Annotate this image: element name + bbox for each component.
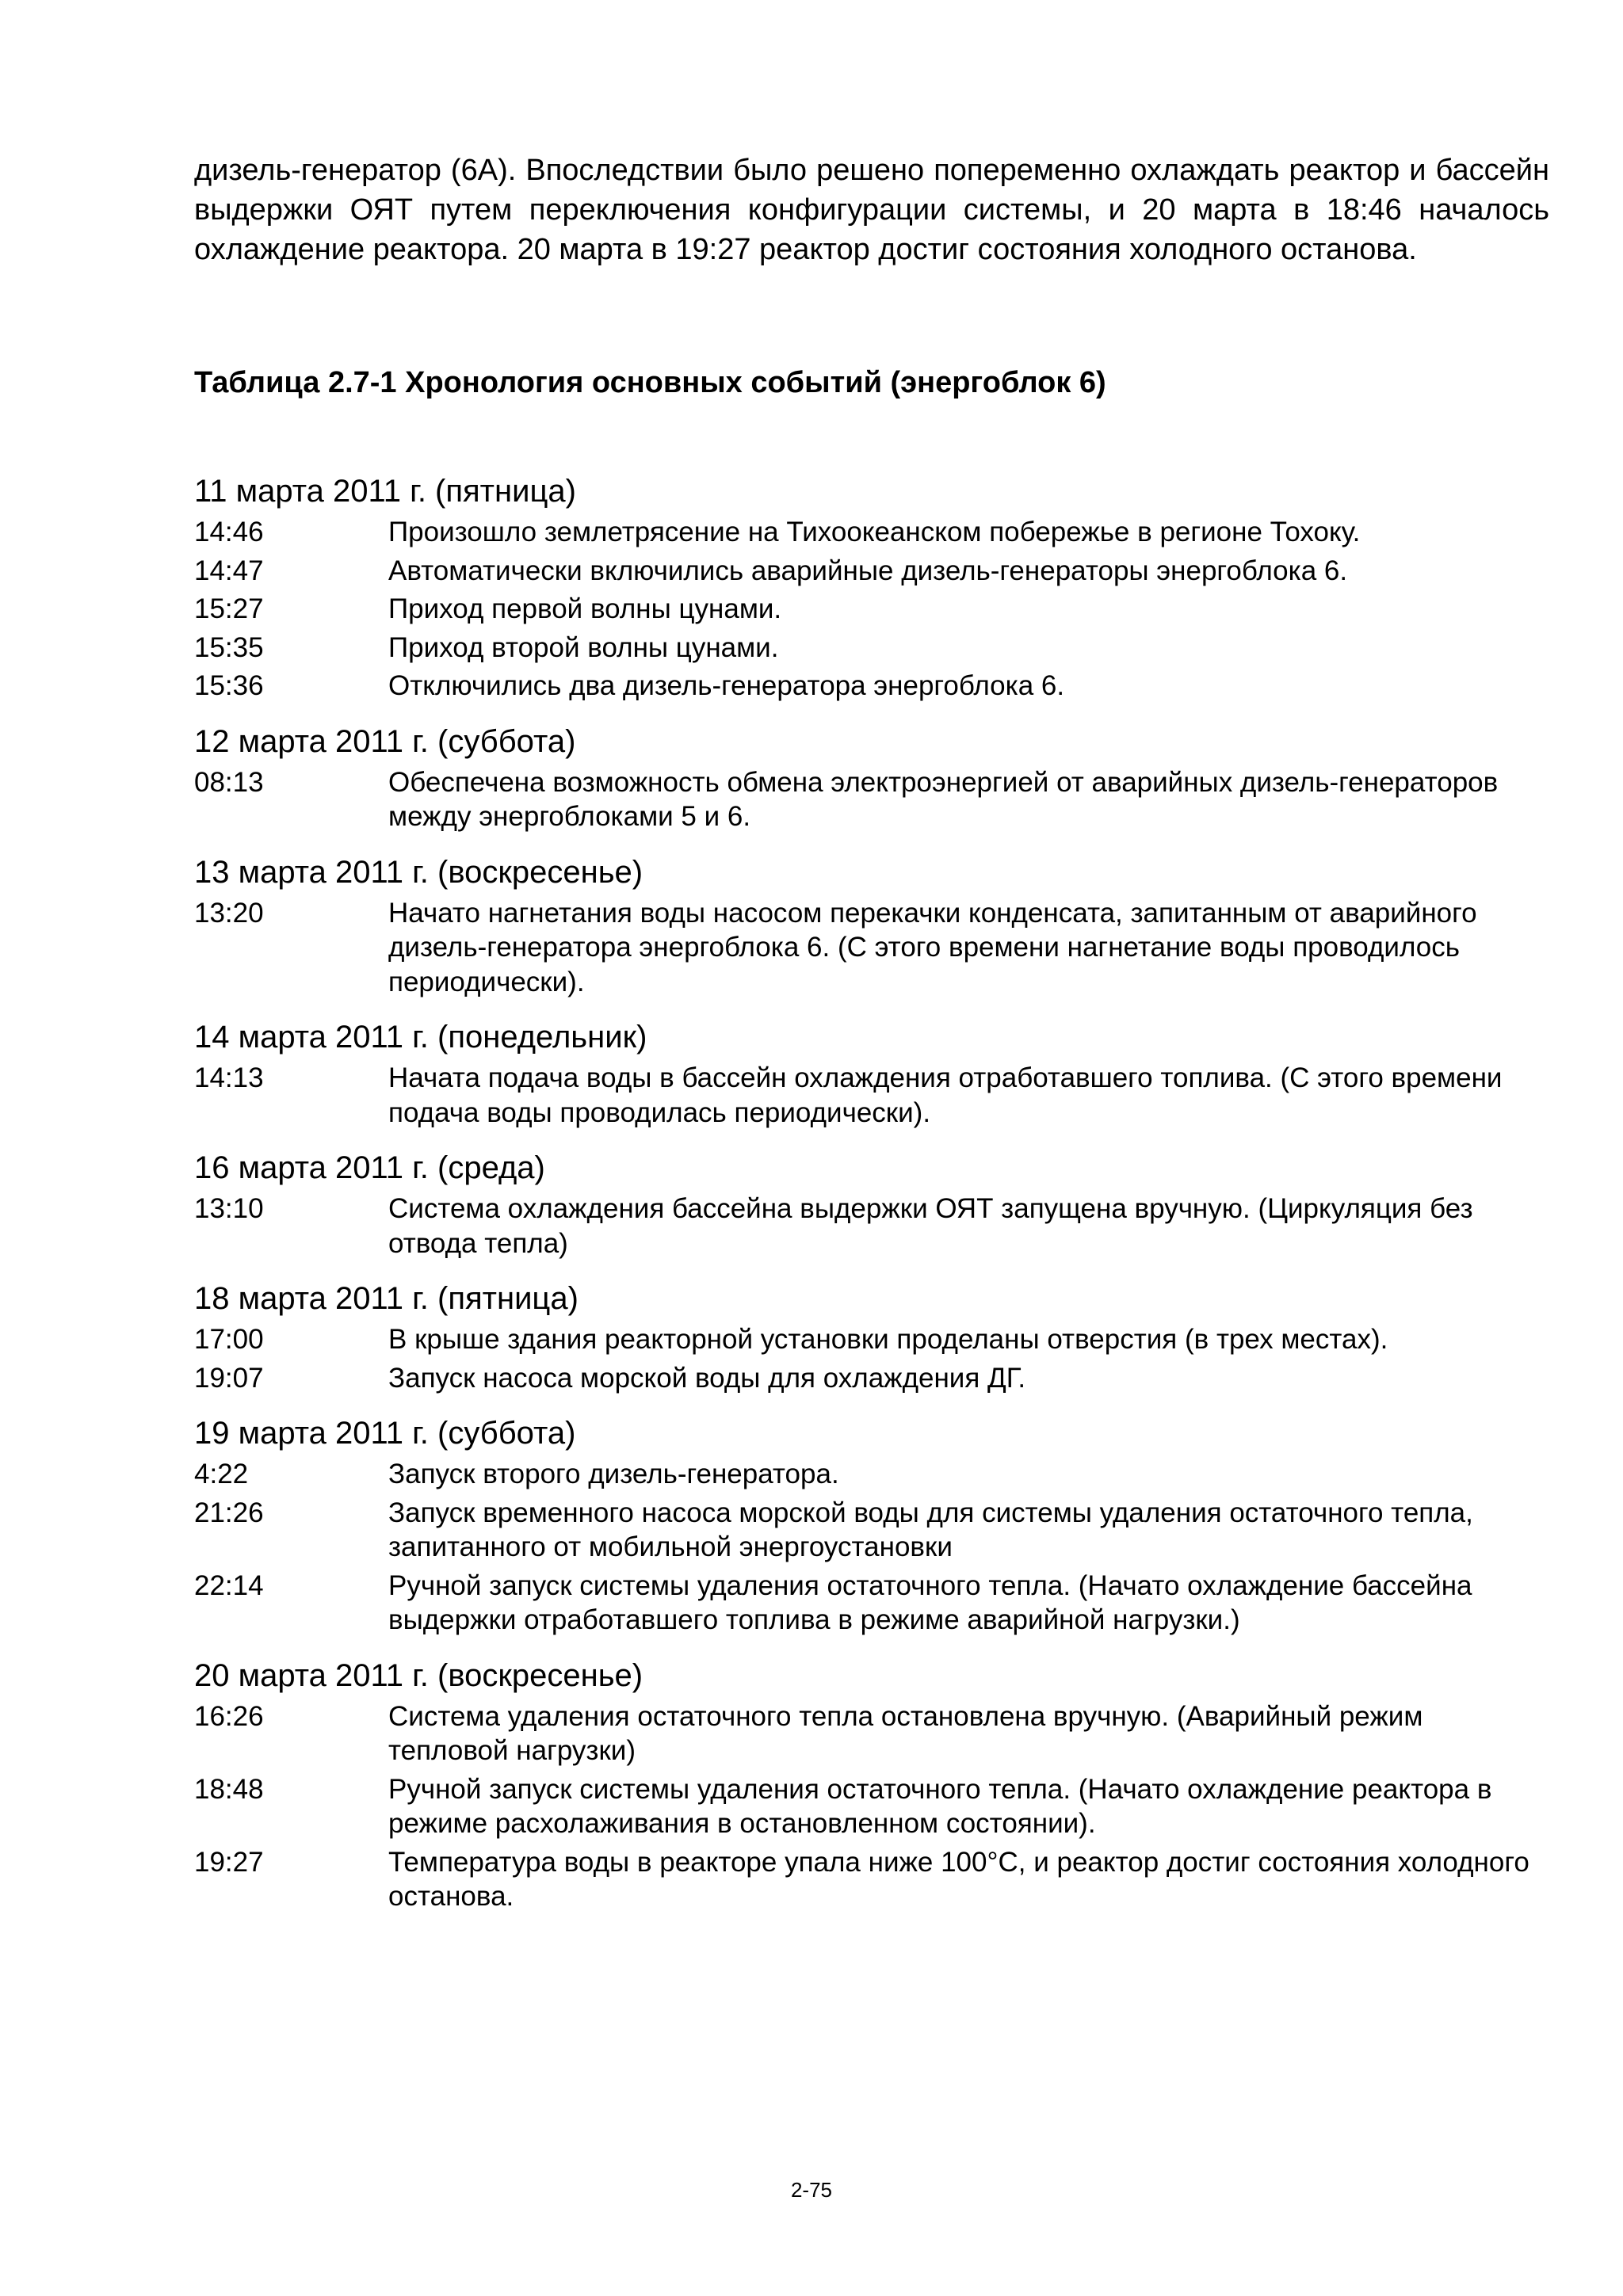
day-section — [194, 471, 1549, 704]
event-description: Ручной запуск системы удаления остаточного тепла. (Начато охлаждение реактора в режиме расхолаживания в остановленном состоянии). — [388, 1773, 1492, 1839]
chronology-table — [194, 471, 1549, 1914]
document-page — [194, 151, 1549, 1932]
page-number: 2-75 — [790, 2178, 833, 2202]
intro-paragraph: дизель-генератор (6А). Впоследствии было решено попеременно охлаждать реактор и бассейн выдержки ОЯТ путем переключения конфигурации системы, и 20 марта в 18:46 началось охлаждение реактора. 20 марта в 19:27 реактор достиг состояния холодного останова. — [194, 154, 1549, 266]
day-heading: 11 марта 2011 г. (пятница) — [194, 474, 576, 509]
event-row — [194, 1569, 1549, 1638]
event-description: Температура воды в реакторе упала ниже 100°С, и реактор достиг состояния холодного останова. — [388, 1846, 1529, 1912]
day-section — [194, 1413, 1549, 1638]
event-time: 15:36 — [194, 670, 264, 701]
event-description: Начата подача воды в бассейн охлаждения отработавшего топлива. (С этого времени подача воды проводилась периодически). — [388, 1062, 1503, 1128]
event-row — [194, 1457, 1549, 1492]
day-heading: 20 марта 2011 г. (воскресенье) — [194, 1657, 643, 1693]
event-description: Ручной запуск системы удаления остаточного тепла. (Начато охлаждение бассейна выдержки отработавшего топлива в режиме аварийной нагрузки.) — [388, 1569, 1472, 1635]
event-description: Система удаления остаточного тепла остановлена вручную. (Аварийный режим тепловой нагрузки) — [388, 1700, 1423, 1766]
event-row — [194, 1361, 1549, 1396]
day-heading: 16 марта 2011 г. (среда) — [194, 1150, 545, 1185]
event-description: Приход первой волны цунами. — [388, 593, 782, 624]
event-time: 14:13 — [194, 1062, 264, 1093]
day-section — [194, 1655, 1549, 1914]
event-row — [194, 1061, 1549, 1130]
event-description: Запуск временного насоса морской воды для системы удаления остаточного тепла, запитанного от мобильной энергоустановки — [388, 1497, 1473, 1562]
event-description: Отключились два дизель-генератора энергоблока 6. — [388, 670, 1065, 701]
table-title: Таблица 2.7-1 Хронология основных событий (энергоблок 6) — [194, 366, 1106, 399]
event-description: Обеспечена возможность обмена электроэнергией от аварийных дизель-генераторов между энергоблоками 5 и 6. — [388, 766, 1499, 832]
event-row — [194, 765, 1549, 834]
event-row — [194, 1845, 1549, 1914]
event-row — [194, 1496, 1549, 1565]
event-description: Начато нагнетания воды насосом перекачки конденсата, запитанным от аварийного дизель-генератора энергоблока 6. (С этого времени нагнетание воды проводилось периодически). — [388, 897, 1477, 997]
day-section — [194, 852, 1549, 1000]
event-row — [194, 592, 1549, 627]
event-description: Приход второй волны цунами. — [388, 631, 779, 663]
event-description: Произошло землетрясение на Тихоокеанском побережье в регионе Тохоку. — [388, 517, 1361, 547]
day-heading: 14 марта 2011 г. (понедельник) — [194, 1020, 647, 1055]
event-time: 22:14 — [194, 1569, 264, 1601]
event-description: Система охлаждения бассейна выдержки ОЯТ запущена вручную. (Циркуляция без отвода тепла) — [388, 1193, 1473, 1259]
event-time: 13:10 — [194, 1193, 264, 1224]
day-heading: 12 марта 2011 г. (суббота) — [194, 723, 576, 759]
event-description: Запуск насоса морской воды для охлаждения ДГ. — [388, 1362, 1026, 1394]
event-time: 15:35 — [194, 631, 264, 663]
event-time: 13:20 — [194, 897, 264, 929]
event-description: Запуск второго дизель-генератора. — [388, 1459, 839, 1489]
event-time: 16:26 — [194, 1700, 264, 1732]
event-time: 14:47 — [194, 555, 264, 586]
event-description: В крыше здания реакторной установки проделаны отверстия (в трех местах). — [388, 1324, 1388, 1355]
event-row — [194, 1772, 1549, 1841]
day-section — [194, 1278, 1549, 1395]
event-time: 17:00 — [194, 1324, 264, 1355]
event-row — [194, 1322, 1549, 1357]
event-time: 19:27 — [194, 1846, 264, 1878]
event-row — [194, 554, 1549, 589]
day-heading: 13 марта 2011 г. (воскресенье) — [194, 854, 643, 890]
event-time: 08:13 — [194, 766, 264, 798]
event-time: 21:26 — [194, 1497, 264, 1528]
event-row — [194, 1699, 1549, 1768]
event-description: Автоматически включились аварийные дизель-генераторы энергоблока 6. — [388, 555, 1348, 586]
event-row — [194, 1192, 1549, 1261]
event-time: 15:27 — [194, 593, 264, 624]
event-time: 19:07 — [194, 1362, 264, 1394]
event-time: 4:22 — [194, 1459, 249, 1489]
day-section — [194, 1147, 1549, 1261]
event-row — [194, 515, 1549, 550]
event-row — [194, 669, 1549, 704]
event-row — [194, 896, 1549, 1000]
event-time: 18:48 — [194, 1773, 264, 1805]
day-heading: 18 марта 2011 г. (пятница) — [194, 1281, 579, 1316]
day-heading: 19 марта 2011 г. (суббота) — [194, 1416, 576, 1451]
day-section — [194, 1016, 1549, 1130]
event-time: 14:46 — [194, 517, 264, 547]
day-section — [194, 721, 1549, 834]
event-row — [194, 631, 1549, 666]
